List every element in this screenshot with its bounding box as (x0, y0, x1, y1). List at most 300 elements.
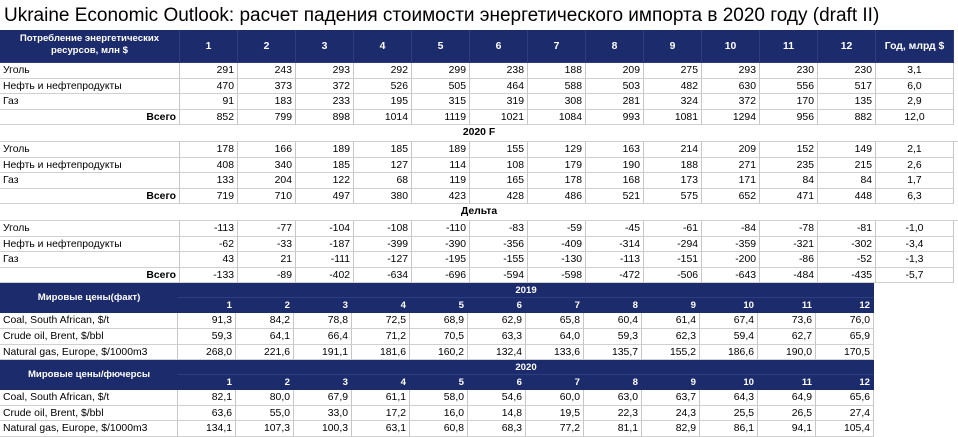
value-cell[interactable]: 78,8 (294, 313, 352, 329)
section-title: Дельта (0, 204, 958, 221)
value-cell[interactable]: 73,6 (758, 313, 816, 329)
value-cell[interactable]: 315 (412, 94, 470, 110)
value-cell[interactable]: 149 (818, 142, 876, 158)
value-cell[interactable]: 652 (702, 189, 760, 205)
value-cell[interactable]: 33,0 (294, 406, 352, 422)
value-cell[interactable]: 91 (180, 94, 238, 110)
value-cell[interactable]: -506 (644, 268, 702, 284)
row-label[interactable]: Всего (0, 268, 180, 284)
header-month[interactable]: 10 (702, 30, 760, 63)
table-row (0, 421, 958, 437)
value-cell[interactable]: 185 (296, 158, 354, 174)
value-cell[interactable]: 471 (760, 189, 818, 205)
value-cell[interactable]: -108 (354, 221, 412, 237)
prices-month: 6 (516, 377, 522, 389)
value-cell[interactable]: 114 (412, 158, 470, 174)
header-month[interactable]: 1 (180, 30, 238, 63)
value-cell[interactable]: 84 (818, 173, 876, 189)
value-cell[interactable]: 59,3 (178, 329, 236, 345)
value-cell[interactable]: 170 (760, 94, 818, 110)
value-cell[interactable]: 127 (354, 158, 412, 174)
prices-year: 2019 (178, 283, 874, 298)
prices-year: 2020 (178, 360, 874, 375)
value-cell[interactable]: -61 (644, 221, 702, 237)
value-cell[interactable]: -356 (470, 237, 528, 253)
prices-month: 7 (574, 300, 580, 312)
value-cell[interactable]: 65,9 (816, 329, 874, 345)
value-cell[interactable]: -113 (180, 221, 238, 237)
value-cell[interactable]: -359 (702, 237, 760, 253)
value-cell[interactable]: 324 (644, 94, 702, 110)
value-cell[interactable]: 221,6 (236, 345, 294, 361)
value-cell[interactable]: 24,3 (642, 406, 700, 422)
value-cell[interactable]: -294 (644, 237, 702, 253)
value-cell[interactable]: -83 (470, 221, 528, 237)
value-cell[interactable]: 171 (702, 173, 760, 189)
row-label[interactable]: Всего (0, 189, 180, 205)
row-label[interactable]: Газ (0, 173, 180, 189)
value-cell[interactable]: 58,0 (410, 390, 468, 406)
value-cell[interactable]: 181,6 (352, 345, 410, 361)
value-cell[interactable]: 710 (238, 189, 296, 205)
value-cell[interactable]: 107,3 (236, 421, 294, 437)
value-cell[interactable]: 163 (586, 142, 644, 158)
value-cell[interactable]: 67,9 (294, 390, 352, 406)
value-cell[interactable]: -399 (354, 237, 412, 253)
annual-cell[interactable]: -1,0 (876, 221, 954, 237)
value-cell[interactable]: 54,6 (468, 390, 526, 406)
value-cell[interactable]: 16,0 (410, 406, 468, 422)
annual-cell[interactable]: 6,0 (876, 79, 954, 95)
value-cell[interactable]: 59,3 (584, 329, 642, 345)
value-cell[interactable]: 299 (412, 63, 470, 79)
value-cell[interactable]: -33 (238, 237, 296, 253)
value-cell[interactable]: 67,4 (700, 313, 758, 329)
value-cell[interactable]: 71,2 (352, 329, 410, 345)
header-month[interactable]: 2 (238, 30, 296, 63)
value-cell[interactable]: 64,1 (236, 329, 294, 345)
value-cell[interactable]: 191,1 (294, 345, 352, 361)
row-label[interactable]: Уголь (0, 142, 180, 158)
value-cell[interactable]: 64,0 (526, 329, 584, 345)
value-cell[interactable]: -84 (702, 221, 760, 237)
header-month[interactable]: 6 (470, 30, 528, 63)
prices-month: 5 (458, 377, 464, 389)
value-cell[interactable]: 80,0 (236, 390, 294, 406)
row-label[interactable]: Нефть и нефтепродукты (0, 158, 180, 174)
value-cell[interactable]: 108 (470, 158, 528, 174)
value-cell[interactable]: 281 (586, 94, 644, 110)
row-label[interactable]: Газ (0, 252, 180, 268)
prices-month: 12 (859, 377, 870, 389)
header-month[interactable]: 4 (354, 30, 412, 63)
table-row (0, 79, 958, 95)
value-cell[interactable]: 59,4 (700, 329, 758, 345)
value-cell[interactable]: 268,0 (178, 345, 236, 361)
prices-month: 10 (743, 300, 754, 312)
value-cell[interactable]: -472 (586, 268, 644, 284)
value-cell[interactable]: -435 (818, 268, 876, 284)
value-cell[interactable]: 186,6 (700, 345, 758, 361)
header-month[interactable]: 5 (412, 30, 470, 63)
value-cell[interactable]: 482 (644, 79, 702, 95)
value-cell[interactable]: 719 (180, 189, 238, 205)
row-label[interactable]: Уголь (0, 63, 180, 79)
value-cell[interactable]: 521 (586, 189, 644, 205)
value-cell[interactable]: 993 (586, 110, 644, 126)
value-cell[interactable]: -409 (528, 237, 586, 253)
value-cell[interactable]: 135,7 (584, 345, 642, 361)
value-cell[interactable]: 61,4 (642, 313, 700, 329)
value-cell[interactable]: 135 (818, 94, 876, 110)
value-cell[interactable]: 60,8 (410, 421, 468, 437)
prices-month: 12 (859, 300, 870, 312)
value-cell[interactable]: 380 (354, 189, 412, 205)
value-cell[interactable]: 86,1 (700, 421, 758, 437)
prices-month: 11 (801, 377, 812, 389)
value-cell[interactable]: 91,3 (178, 313, 236, 329)
table-header (0, 30, 958, 63)
value-cell[interactable]: 132,4 (468, 345, 526, 361)
annual-cell[interactable]: -1,3 (876, 252, 954, 268)
value-cell[interactable]: 178 (528, 173, 586, 189)
value-cell[interactable]: 178 (180, 142, 238, 158)
prices-month: 1 (226, 377, 232, 389)
value-cell[interactable]: 214 (644, 142, 702, 158)
value-cell[interactable]: -127 (354, 252, 412, 268)
value-cell[interactable]: 185 (354, 142, 412, 158)
prices-label: Мировые цены/фючерсы (0, 360, 178, 390)
value-cell[interactable]: 61,1 (352, 390, 410, 406)
value-cell[interactable]: 68 (354, 173, 412, 189)
value-cell[interactable]: 188 (528, 63, 586, 79)
value-cell[interactable]: 60,4 (584, 313, 642, 329)
row-label[interactable]: Coal, South African, $/t (0, 313, 178, 329)
value-cell[interactable]: -634 (354, 268, 412, 284)
annual-cell[interactable]: 2,1 (876, 142, 954, 158)
prices-month: 5 (458, 300, 464, 312)
value-cell[interactable]: 70,5 (410, 329, 468, 345)
value-cell[interactable]: 486 (528, 189, 586, 205)
value-cell[interactable]: 293 (296, 63, 354, 79)
value-cell[interactable]: 230 (760, 63, 818, 79)
value-cell[interactable]: -86 (760, 252, 818, 268)
value-cell[interactable]: 882 (818, 110, 876, 126)
value-cell[interactable]: 82,9 (642, 421, 700, 437)
value-cell[interactable]: 68,9 (410, 313, 468, 329)
annual-cell[interactable]: 6,3 (876, 189, 954, 205)
value-cell[interactable]: 168 (586, 173, 644, 189)
value-cell[interactable]: 62,7 (758, 329, 816, 345)
value-cell[interactable]: 55,0 (236, 406, 294, 422)
value-cell[interactable]: 65,8 (526, 313, 584, 329)
value-cell[interactable]: -696 (412, 268, 470, 284)
value-cell[interactable]: 133,6 (526, 345, 584, 361)
table-row (0, 313, 958, 329)
value-cell[interactable]: 63,3 (468, 329, 526, 345)
value-cell[interactable]: 898 (296, 110, 354, 126)
value-cell[interactable]: 852 (180, 110, 238, 126)
value-cell[interactable]: 1081 (644, 110, 702, 126)
value-cell[interactable]: 190,0 (758, 345, 816, 361)
value-cell[interactable]: 122 (296, 173, 354, 189)
value-cell[interactable]: -52 (818, 252, 876, 268)
value-cell[interactable]: -314 (586, 237, 644, 253)
sheet-title: Ukraine Economic Outlook: расчет падения стоимости энергетического импорта в 2020 году (draft II) (4, 5, 880, 26)
value-cell[interactable]: 165 (470, 173, 528, 189)
value-cell[interactable]: 1021 (470, 110, 528, 126)
value-cell[interactable]: 243 (238, 63, 296, 79)
value-cell[interactable]: -77 (238, 221, 296, 237)
value-cell[interactable]: 588 (528, 79, 586, 95)
value-cell[interactable]: 155 (470, 142, 528, 158)
value-cell[interactable]: -195 (412, 252, 470, 268)
table-row (0, 237, 958, 253)
value-cell[interactable]: 173 (644, 173, 702, 189)
header-label[interactable]: Потребление энергетических ресурсов, млн $ (0, 30, 180, 63)
value-cell[interactable]: 470 (180, 79, 238, 95)
value-cell[interactable]: 428 (470, 189, 528, 205)
value-cell[interactable]: -133 (180, 268, 238, 284)
value-cell[interactable]: -643 (702, 268, 760, 284)
value-cell[interactable]: 64,9 (758, 390, 816, 406)
value-cell[interactable]: 63,1 (352, 421, 410, 437)
value-cell[interactable]: 119 (412, 173, 470, 189)
value-cell[interactable]: 526 (354, 79, 412, 95)
annual-cell[interactable]: 1,7 (876, 173, 954, 189)
value-cell[interactable]: 25,5 (700, 406, 758, 422)
value-cell[interactable]: 215 (818, 158, 876, 174)
value-cell[interactable]: 1014 (354, 110, 412, 126)
value-cell[interactable]: 76,0 (816, 313, 874, 329)
value-cell[interactable]: 1294 (702, 110, 760, 126)
value-cell[interactable]: 179 (528, 158, 586, 174)
value-cell[interactable]: -78 (760, 221, 818, 237)
value-cell[interactable]: 63,6 (178, 406, 236, 422)
table-row (0, 158, 958, 174)
value-cell[interactable]: -598 (528, 268, 586, 284)
value-cell[interactable]: 63,7 (642, 390, 700, 406)
value-cell[interactable]: -113 (586, 252, 644, 268)
prices-month: 9 (690, 377, 696, 389)
value-cell[interactable]: 517 (818, 79, 876, 95)
value-cell[interactable]: 293 (702, 63, 760, 79)
annual-cell[interactable]: -3,4 (876, 237, 954, 253)
prices-month: 3 (342, 377, 348, 389)
value-cell[interactable]: 129 (528, 142, 586, 158)
prices-header (0, 283, 958, 313)
value-cell[interactable]: 21 (238, 252, 296, 268)
value-cell[interactable]: 64,3 (700, 390, 758, 406)
value-cell[interactable]: -130 (528, 252, 586, 268)
value-cell[interactable]: 292 (354, 63, 412, 79)
value-cell[interactable]: 62,3 (642, 329, 700, 345)
row-label[interactable]: Газ (0, 94, 180, 110)
header-month[interactable]: 12 (818, 30, 876, 63)
value-cell[interactable]: 27,4 (816, 406, 874, 422)
row-label[interactable]: Crude oil, Brent, $/bbl (0, 406, 178, 422)
prices-header (0, 360, 958, 390)
row-label[interactable]: Crude oil, Brent, $/bbl (0, 329, 178, 345)
value-cell[interactable]: 19,5 (526, 406, 584, 422)
value-cell[interactable]: 72,5 (352, 313, 410, 329)
header-month[interactable]: 8 (586, 30, 644, 63)
prices-months (178, 298, 874, 313)
table-row (0, 110, 958, 126)
value-cell[interactable]: 105,4 (816, 421, 874, 437)
value-cell[interactable]: 133 (180, 173, 238, 189)
value-cell[interactable]: 291 (180, 63, 238, 79)
value-cell[interactable]: -110 (412, 221, 470, 237)
annual-cell[interactable]: 2,6 (876, 158, 954, 174)
value-cell[interactable]: 190 (586, 158, 644, 174)
value-cell[interactable]: 556 (760, 79, 818, 95)
row-label[interactable]: Нефть и нефтепродукты (0, 79, 180, 95)
value-cell[interactable]: 26,5 (758, 406, 816, 422)
value-cell[interactable]: 448 (818, 189, 876, 205)
value-cell[interactable]: 82,1 (178, 390, 236, 406)
value-cell[interactable]: 271 (702, 158, 760, 174)
value-cell[interactable]: -200 (702, 252, 760, 268)
value-cell[interactable]: -187 (296, 237, 354, 253)
value-cell[interactable]: 423 (412, 189, 470, 205)
value-cell[interactable]: -81 (818, 221, 876, 237)
value-cell[interactable]: 373 (238, 79, 296, 95)
value-cell[interactable]: 68,3 (468, 421, 526, 437)
value-cell[interactable]: -594 (470, 268, 528, 284)
value-cell[interactable]: 17,2 (352, 406, 410, 422)
value-cell[interactable]: 575 (644, 189, 702, 205)
value-cell[interactable]: 209 (586, 63, 644, 79)
value-cell[interactable]: -321 (760, 237, 818, 253)
value-cell[interactable]: 308 (528, 94, 586, 110)
value-cell[interactable]: 195 (354, 94, 412, 110)
value-cell[interactable]: 1084 (528, 110, 586, 126)
row-label[interactable]: Всего (0, 110, 180, 126)
value-cell[interactable]: -104 (296, 221, 354, 237)
value-cell[interactable]: 65,6 (816, 390, 874, 406)
prices-month: 8 (632, 300, 638, 312)
value-cell[interactable]: 238 (470, 63, 528, 79)
value-cell[interactable]: 204 (238, 173, 296, 189)
value-cell[interactable]: 183 (238, 94, 296, 110)
value-cell[interactable]: 22,3 (584, 406, 642, 422)
prices-month: 11 (801, 300, 812, 312)
value-cell[interactable]: 189 (296, 142, 354, 158)
row-label[interactable]: Уголь (0, 221, 180, 237)
value-cell[interactable]: 160,2 (410, 345, 468, 361)
value-cell[interactable]: 14,8 (468, 406, 526, 422)
value-cell[interactable]: -151 (644, 252, 702, 268)
value-cell[interactable]: -484 (760, 268, 818, 284)
value-cell[interactable]: 60,0 (526, 390, 584, 406)
header-annual[interactable]: Год, млрд $ (876, 30, 954, 63)
value-cell[interactable]: 43 (180, 252, 238, 268)
value-cell[interactable]: 1119 (412, 110, 470, 126)
value-cell[interactable]: 505 (412, 79, 470, 95)
value-cell[interactable]: -390 (412, 237, 470, 253)
value-cell[interactable]: -155 (470, 252, 528, 268)
spreadsheet (0, 30, 958, 437)
value-cell[interactable]: -62 (180, 237, 238, 253)
table-row (0, 345, 958, 361)
value-cell[interactable]: 209 (702, 142, 760, 158)
value-cell[interactable]: 408 (180, 158, 238, 174)
prices-month: 2 (284, 377, 290, 389)
header-month[interactable]: 3 (296, 30, 354, 63)
annual-cell[interactable]: 2,9 (876, 94, 954, 110)
value-cell[interactable]: 166 (238, 142, 296, 158)
header-month[interactable]: 11 (760, 30, 818, 63)
value-cell[interactable]: 319 (470, 94, 528, 110)
value-cell[interactable]: -59 (528, 221, 586, 237)
value-cell[interactable]: 155,2 (642, 345, 700, 361)
value-cell[interactable]: 134,1 (178, 421, 236, 437)
value-cell[interactable]: 189 (412, 142, 470, 158)
value-cell[interactable]: 62,9 (468, 313, 526, 329)
table-row (0, 406, 958, 422)
table-row (0, 221, 958, 237)
value-cell[interactable]: 372 (702, 94, 760, 110)
row-label[interactable]: Natural gas, Europe, $/1000m3 (0, 421, 178, 437)
value-cell[interactable]: -302 (818, 237, 876, 253)
value-cell[interactable]: 84 (760, 173, 818, 189)
prices-month: 3 (342, 300, 348, 312)
header-month[interactable]: 9 (644, 30, 702, 63)
value-cell[interactable]: 340 (238, 158, 296, 174)
value-cell[interactable]: 799 (238, 110, 296, 126)
table-row (0, 142, 958, 158)
prices-month: 10 (743, 377, 754, 389)
value-cell[interactable]: 77,2 (526, 421, 584, 437)
value-cell[interactable]: 188 (644, 158, 702, 174)
value-cell[interactable]: 152 (760, 142, 818, 158)
header-month[interactable]: 7 (528, 30, 586, 63)
value-cell[interactable]: 170,5 (816, 345, 874, 361)
value-cell[interactable]: 497 (296, 189, 354, 205)
table-row (0, 390, 958, 406)
value-cell[interactable]: 230 (818, 63, 876, 79)
annual-cell[interactable]: -5,7 (876, 268, 954, 284)
value-cell[interactable]: -402 (296, 268, 354, 284)
annual-cell[interactable]: 3,1 (876, 63, 954, 79)
table-row (0, 63, 958, 79)
value-cell[interactable]: 66,4 (294, 329, 352, 345)
value-cell[interactable]: 81,1 (584, 421, 642, 437)
value-cell[interactable]: 63,0 (584, 390, 642, 406)
annual-cell[interactable]: 12,0 (876, 110, 954, 126)
value-cell[interactable]: 94,1 (758, 421, 816, 437)
prices-month: 7 (574, 377, 580, 389)
value-cell[interactable]: -89 (238, 268, 296, 284)
value-cell[interactable]: 372 (296, 79, 354, 95)
value-cell[interactable]: 956 (760, 110, 818, 126)
value-cell[interactable]: 100,3 (294, 421, 352, 437)
section-title: 2020 F (0, 125, 958, 142)
value-cell[interactable]: 503 (586, 79, 644, 95)
value-cell[interactable]: 235 (760, 158, 818, 174)
value-cell[interactable]: 233 (296, 94, 354, 110)
value-cell[interactable]: 84,2 (236, 313, 294, 329)
value-cell[interactable]: -111 (296, 252, 354, 268)
value-cell[interactable]: 630 (702, 79, 760, 95)
row-label[interactable]: Natural gas, Europe, $/1000m3 (0, 345, 178, 361)
value-cell[interactable]: 464 (470, 79, 528, 95)
row-label[interactable]: Нефть и нефтепродукты (0, 237, 180, 253)
row-label[interactable]: Coal, South African, $/t (0, 390, 178, 406)
value-cell[interactable]: 275 (644, 63, 702, 79)
value-cell[interactable]: -45 (586, 221, 644, 237)
